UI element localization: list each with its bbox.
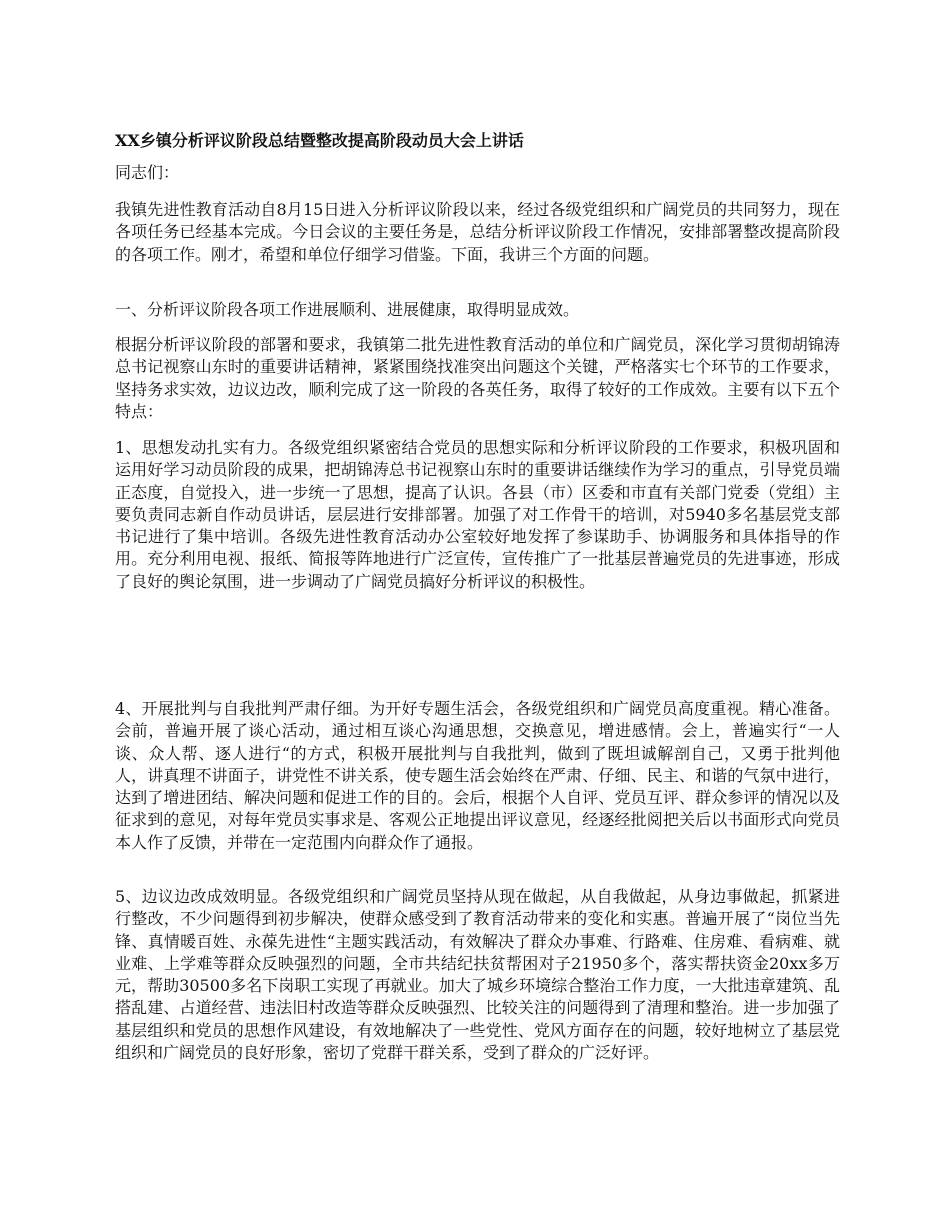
overview-paragraph: 根据分析评议阶段的部署和要求，我镇第二批先进性教育活动的单位和广阔党员，深化学习贯彻胡锦涛总书记视察山东时的重要讲话精神，紧紧围绕找准突出问题这个关键，严格落实七个环节的工作要求，坚持务求实效，边议边改，顺利完成了这一阶段的各英任务，取得了较好的工作成效。主要有以下五个特点： xyxy=(115,335,840,421)
section-heading-1: 一、分析评议阶段各项工作进展顺利、进展健康，取得明显成效。 xyxy=(115,300,580,319)
point-4-paragraph: 4、开展批判与自我批判严肃仔细。为开好专题生活会，各级党组织和广阔党员高度重视。精心准备。会前，普遍开展了谈心活动，通过相互谈心沟通思想，交换意见，增进感情。会上，普遍实行“一人谈、众人帮、逐人进行“的方式，积极开展批判与自我批判，做到了既坦诚解剖自己，又勇于批判他人，讲真理不讲面子，讲党性不讲关系，使专题生活会始终在严肃、仔细、民主、和谐的气氛中进行，达到了增进团结、解决问题和促进工作的目的。会后，根据个人自评、党员互评、群众参评的情况以及征求到的意见，对每年党员实事求是、客观公正地提出评议意见，经逐经批阅把关后以书面形式向党员本人作了反馈，并带在一定范围内向群众作了通报。 xyxy=(115,699,840,852)
salutation: 同志们： xyxy=(115,163,180,182)
document-title: XX乡镇分析评议阶段总结暨整改提高阶段动员大会上讲话 xyxy=(115,131,524,150)
point-5-paragraph: 5、边议边改成效明显。各级党组织和广阔党员坚持从现在做起，从自我做起，从身边事做起，抓紧进行整改，不少问题得到初步解决，使群众感受到了教育活动带来的变化和实惠。普遍开展了“岗位当先锋、真情暖百姓、永葆先进性“主题实践活动，有效解决了群众办事难、行路难、住房难、看病难、就业难、上学难等群众反映强烈的问题，全市共结纪扶贫帮困对子21950多个，落实帮扶资金20xx多万元，帮助30500多名下岗职工实现了再就业。加大了城乡环境综合整治工作力度，一大批违章建筑、乱搭乱建、占道经营、违法旧村改造等群众反映强烈、比较关注的问题得到了清理和整治。进一步加强了基层组织和党员的思想作风建设，有效地解决了一些党性、党风方面存在的问题，较好地树立了基层党组织和广阔党员的良好形象，密切了党群干群关系，受到了群众的广泛好评。 xyxy=(115,887,840,1063)
point-1-paragraph: 1、思想发动扎实有力。各级党组织紧密结合党员的思想实际和分析评议阶段的工作要求，积极巩固和运用好学习动员阶段的成果，把胡锦涛总书记视察山东时的重要讲话继续作为学习的重点，引导党员端正态度，自觉投入，进一步统一了思想，提高了认识。各县（市）区委和市直有关部门党委（党组）主要负责同志新自作动员讲话，层层进行安排部署。加强了对工作骨干的培训，对5940多名基层党支部书记进行了集中培训。各级先进性教育活动办公室较好地发挥了参谋助手、协调服务和具体指导的作用。充分利用电视、报纸、简报等阵地进行广泛宣传，宣传推广了一批基层普遍党员的先进事迹，形成了良好的舆论氛围，进一步调动了广阔党员搞好分析评议的积极性。 xyxy=(115,438,840,591)
intro-paragraph: 我镇先进性教育活动自8月15日进入分析评议阶段以来，经过各级党组织和广阔党员的共同努力，现在各项任务已经基本完成。今日会议的主要任务是，总结分析评议阶段工作情况，安排部署整改提高阶段的各项工作。刚才，希望和单位仔细学习借鉴。下面，我讲三个方面的问题。 xyxy=(115,200,840,264)
